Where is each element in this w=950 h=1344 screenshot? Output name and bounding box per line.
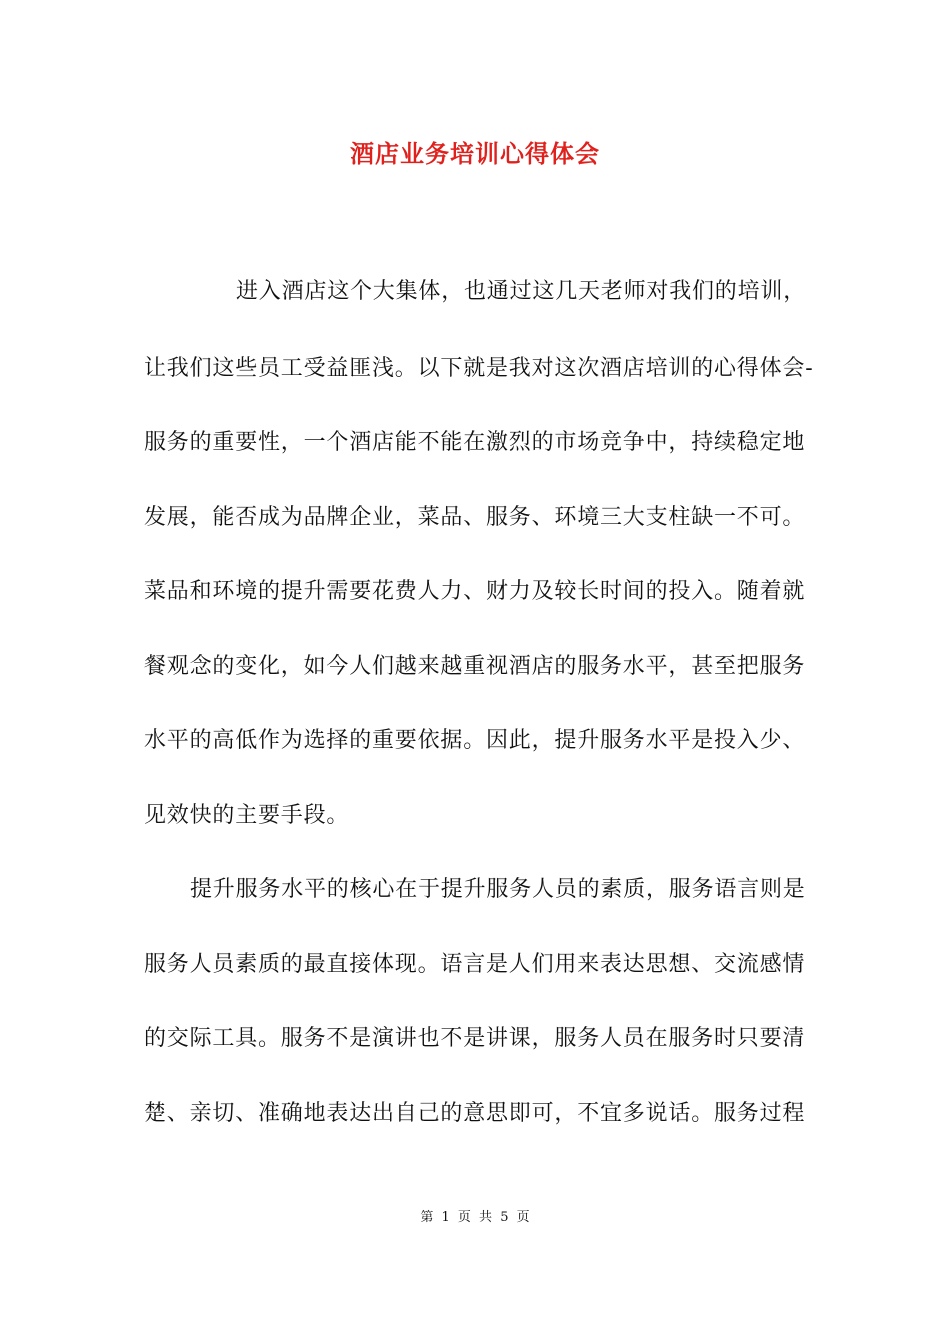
paragraph-1-line-5: 菜品和环境的提升需要花费人力、财力及较长时间的投入。随着就 <box>144 579 806 604</box>
paragraph-2-line-4: 楚、亲切、准确地表达出自己的意思即可，不宜多说话。服务过程 <box>144 1101 806 1126</box>
paragraph-1-line-7: 水平的高低作为选择的重要依据。因此，提升服务水平是投入少、 <box>144 728 806 753</box>
paragraph-1-line-4: 发展，能否成为品牌企业，菜品、服务、环境三大支柱缺一不可。 <box>144 505 806 530</box>
document-title: 酒店业务培训心得体会 <box>350 139 600 168</box>
paragraph-1-line-1: 进入酒店这个大集体，也通过这几天老师对我们的培训， <box>236 279 807 304</box>
paragraph-2-line-3: 的交际工具。服务不是演讲也不是讲课，服务人员在服务时只要清 <box>144 1026 806 1051</box>
paragraph-2-line-2: 服务人员素质的最直接体现。语言是人们用来表达思想、交流感情 <box>144 952 806 977</box>
page-number-footer: 第 1 页 共 5 页 <box>420 1210 530 1225</box>
paragraph-2-line-1: 提升服务水平的核心在于提升服务人员的素质，服务语言则是 <box>190 877 806 902</box>
paragraph-1-line-6: 餐观念的变化，如今人们越来越重视酒店的服务水平，甚至把服务 <box>144 654 806 679</box>
paragraph-1-line-2: 让我们这些员工受益匪浅。以下就是我对这次酒店培训的心得体会- <box>144 356 814 381</box>
paragraph-1-line-8: 见效快的主要手段。 <box>144 803 350 828</box>
paragraph-1-line-3: 服务的重要性，一个酒店能不能在激烈的市场竞争中，持续稳定地 <box>144 430 806 455</box>
